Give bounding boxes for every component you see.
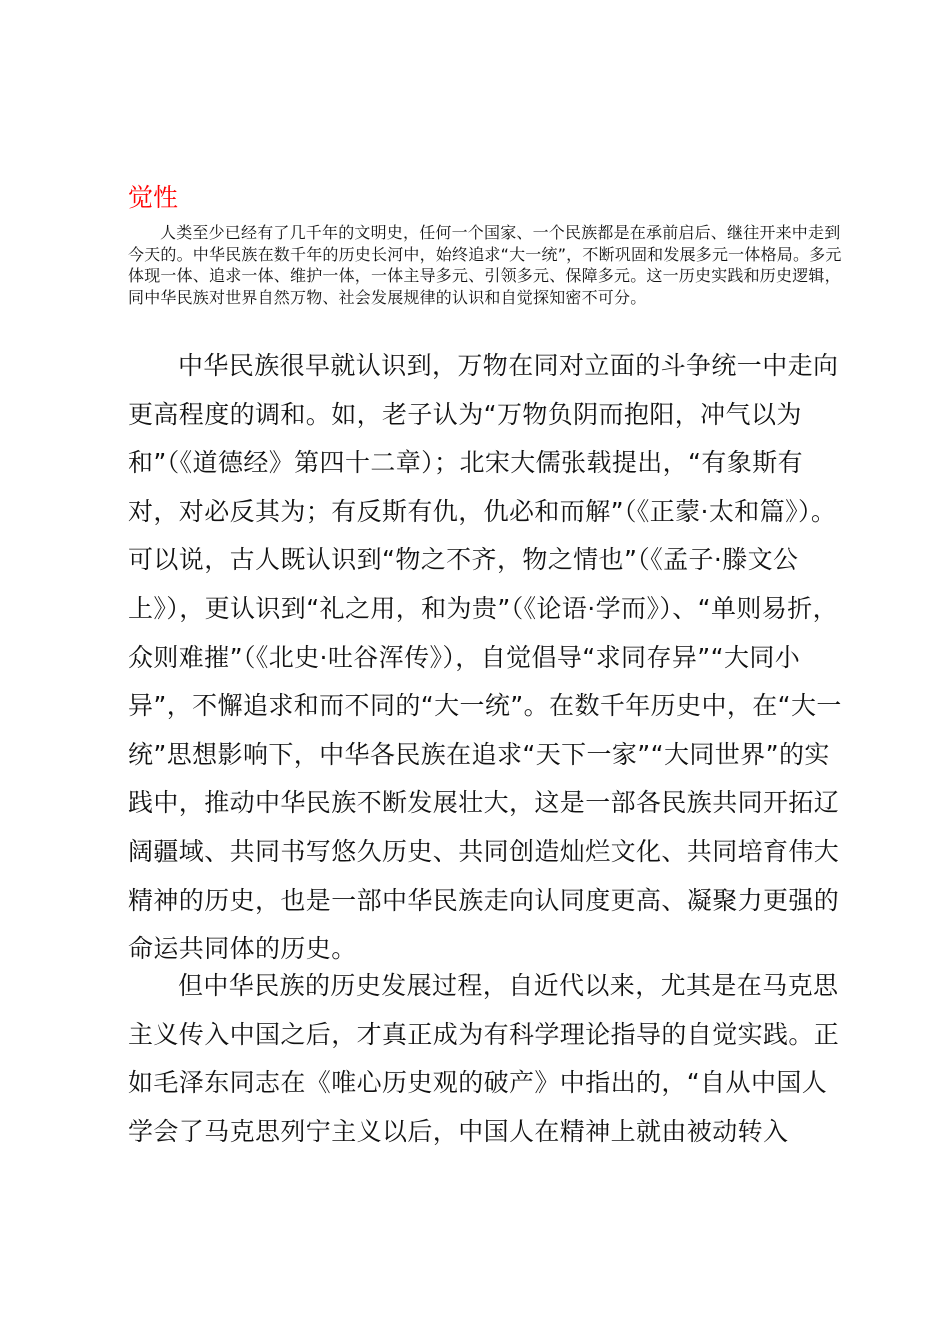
section-heading: 觉性 [128, 183, 179, 212]
abstract-paragraph: 人类至少已经有了几千年的文明史，任何一个国家、一个民族都是在承前启后、继往开来中走到今天的。中华民族在数千年的历史长河中，始终追求“大一统”，不断巩固和发展多元一体格局。多元体现一体、追求一体、维护一体，一体主导多元、引领多元、保障多元。这一历史实践和历史逻辑，同中华民族对世界自然万物、社会发展规律的认识和自觉探知密不可分。 [128, 223, 842, 307]
body-paragraph-1: 中华民族很早就认识到，万物在同对立面的斗争统一中走向更高程度的调和。如，老子认为“万物负阴而抱阳，冲气以为和”（《道德经》第四十二章）；北宋大儒张载提出，“有象斯有对，对必反其为；有反斯有仇，仇必和而解”（《正蒙·太和篇》）。可以说，古人既认识到“物之不齐，物之情也”（《孟子·滕文公上》），更认识到“礼之用，和为贵”（《论语·学而》）、“单则易折，众则难摧”（《北史·吐谷浑传》），自觉倡导“求同存异”“大同小异”，不懈追求和而不同的“大一统”。在数千年历史中，在“大一统”思想影响下，中华各民族在追求“天下一家”“大同世界”的实践中，推动中华民族不断发展壮大，这是一部各民族共同开拓辽阔疆域、共同书写悠久历史、共同创造灿烂文化、共同培育伟大精神的历史，也是一部中华民族走向认同度更高、凝聚力更强的命运共同体的历史。 [128, 351, 842, 964]
body-paragraph-2: 但中华民族的历史发展过程，自近代以来，尤其是在马克思主义传入中国之后，才真正成为有科学理论指导的自觉实践。正如毛泽东同志在《唯心历史观的破产》中指出的，“自从中国人学会了马克思列宁主义以后，中国人在精神上就由被动转入 [128, 971, 840, 1146]
